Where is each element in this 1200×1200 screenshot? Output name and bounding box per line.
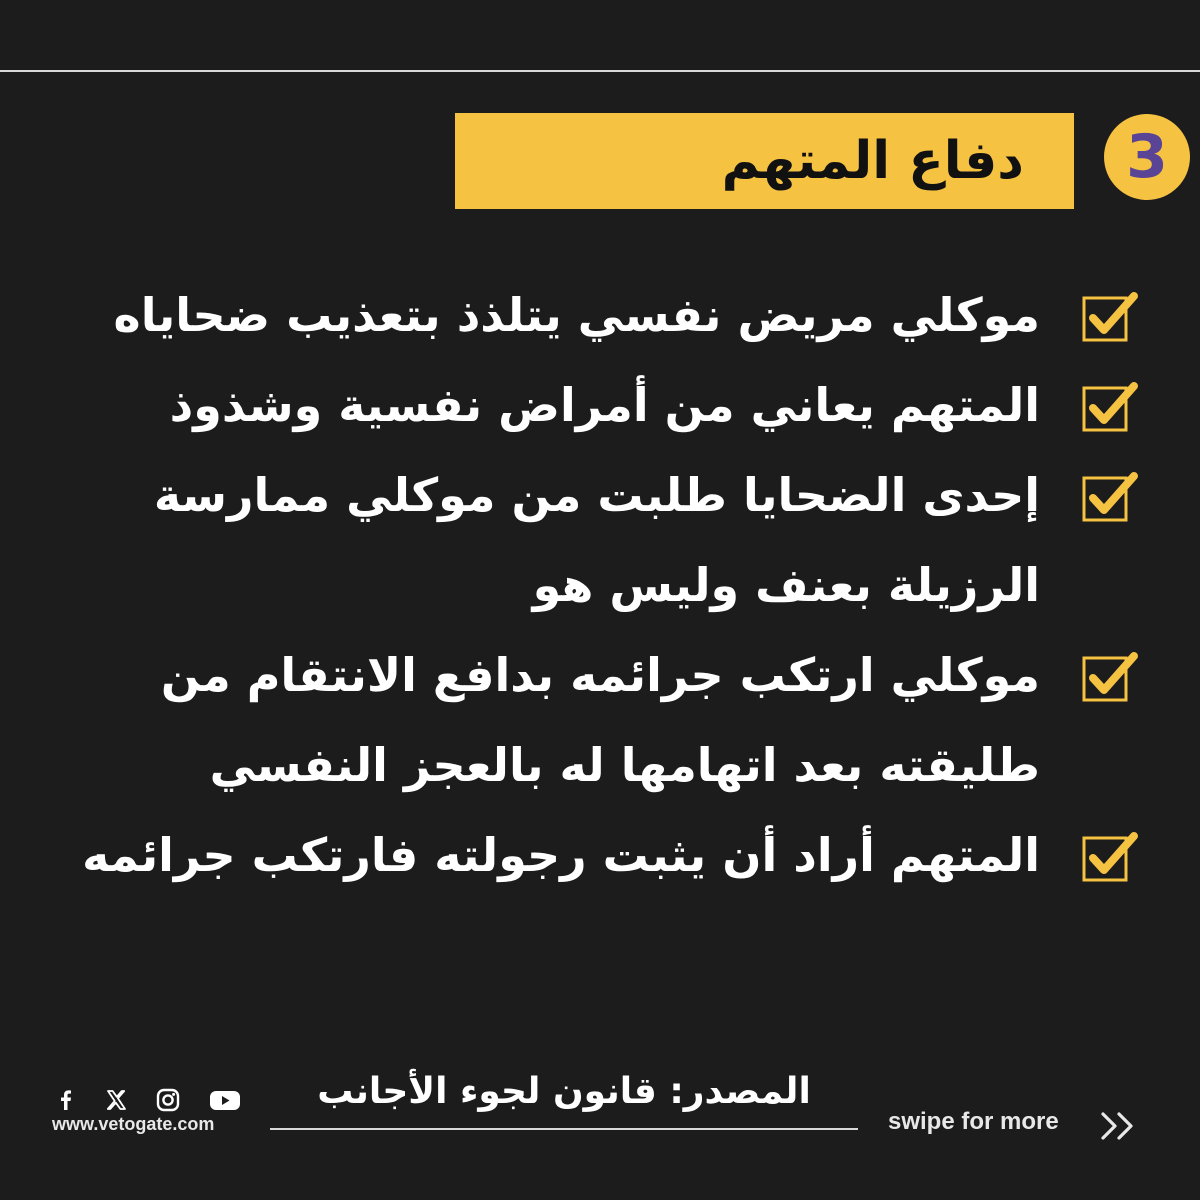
page-title: دفاع المتهم <box>721 131 1024 191</box>
checkbox-checked-icon <box>1080 828 1140 888</box>
list-item-text: المتهم أراد أن يثبت رجولته فارتكب جرائمه <box>82 828 1040 882</box>
source-caption: المصدر: قانون لجوء الأجانب <box>317 1071 811 1112</box>
list-item <box>40 720 1170 810</box>
list-item <box>40 540 1170 630</box>
list-item-text: إحدى الضحايا طلبت من موكلي ممارسة <box>153 468 1040 522</box>
social-links <box>52 1086 244 1116</box>
list-item <box>40 360 1170 450</box>
list-item-text: الرزيلة بعنف وليس هو <box>532 558 1040 612</box>
list-item-text: موكلي مريض نفسي يتلذذ بتعذيب ضحاياه <box>113 288 1040 342</box>
section-number-badge <box>1104 114 1190 200</box>
list-item <box>40 810 1170 900</box>
source-underline <box>270 1128 858 1130</box>
double-chevron-right-icon[interactable] <box>1098 1108 1142 1144</box>
defense-points-list <box>40 270 1170 900</box>
list-item <box>40 270 1170 360</box>
facebook-icon[interactable] <box>52 1086 80 1114</box>
section-number: 3 <box>1126 122 1168 192</box>
youtube-icon[interactable] <box>208 1086 242 1114</box>
list-item-text: موكلي ارتكب جرائمه بدافع الانتقام من <box>160 648 1040 702</box>
swipe-hint: swipe for more <box>888 1108 1059 1135</box>
checkbox-checked-icon <box>1080 648 1140 708</box>
website-url[interactable]: www.vetogate.com <box>52 1114 215 1134</box>
instagram-icon[interactable] <box>154 1086 182 1114</box>
checkbox-checked-icon <box>1080 288 1140 348</box>
list-item <box>40 630 1170 720</box>
list-item-text: المتهم يعاني من أمراض نفسية وشذوذ <box>169 378 1040 432</box>
top-divider <box>0 70 1200 72</box>
list-item <box>40 450 1170 540</box>
checkbox-checked-icon <box>1080 468 1140 528</box>
x-icon[interactable] <box>102 1086 130 1114</box>
checkbox-checked-icon <box>1080 378 1140 438</box>
list-item-text: طليقته بعد اتهامها له بالعجز النفسي <box>209 738 1040 792</box>
title-banner <box>455 113 1074 209</box>
